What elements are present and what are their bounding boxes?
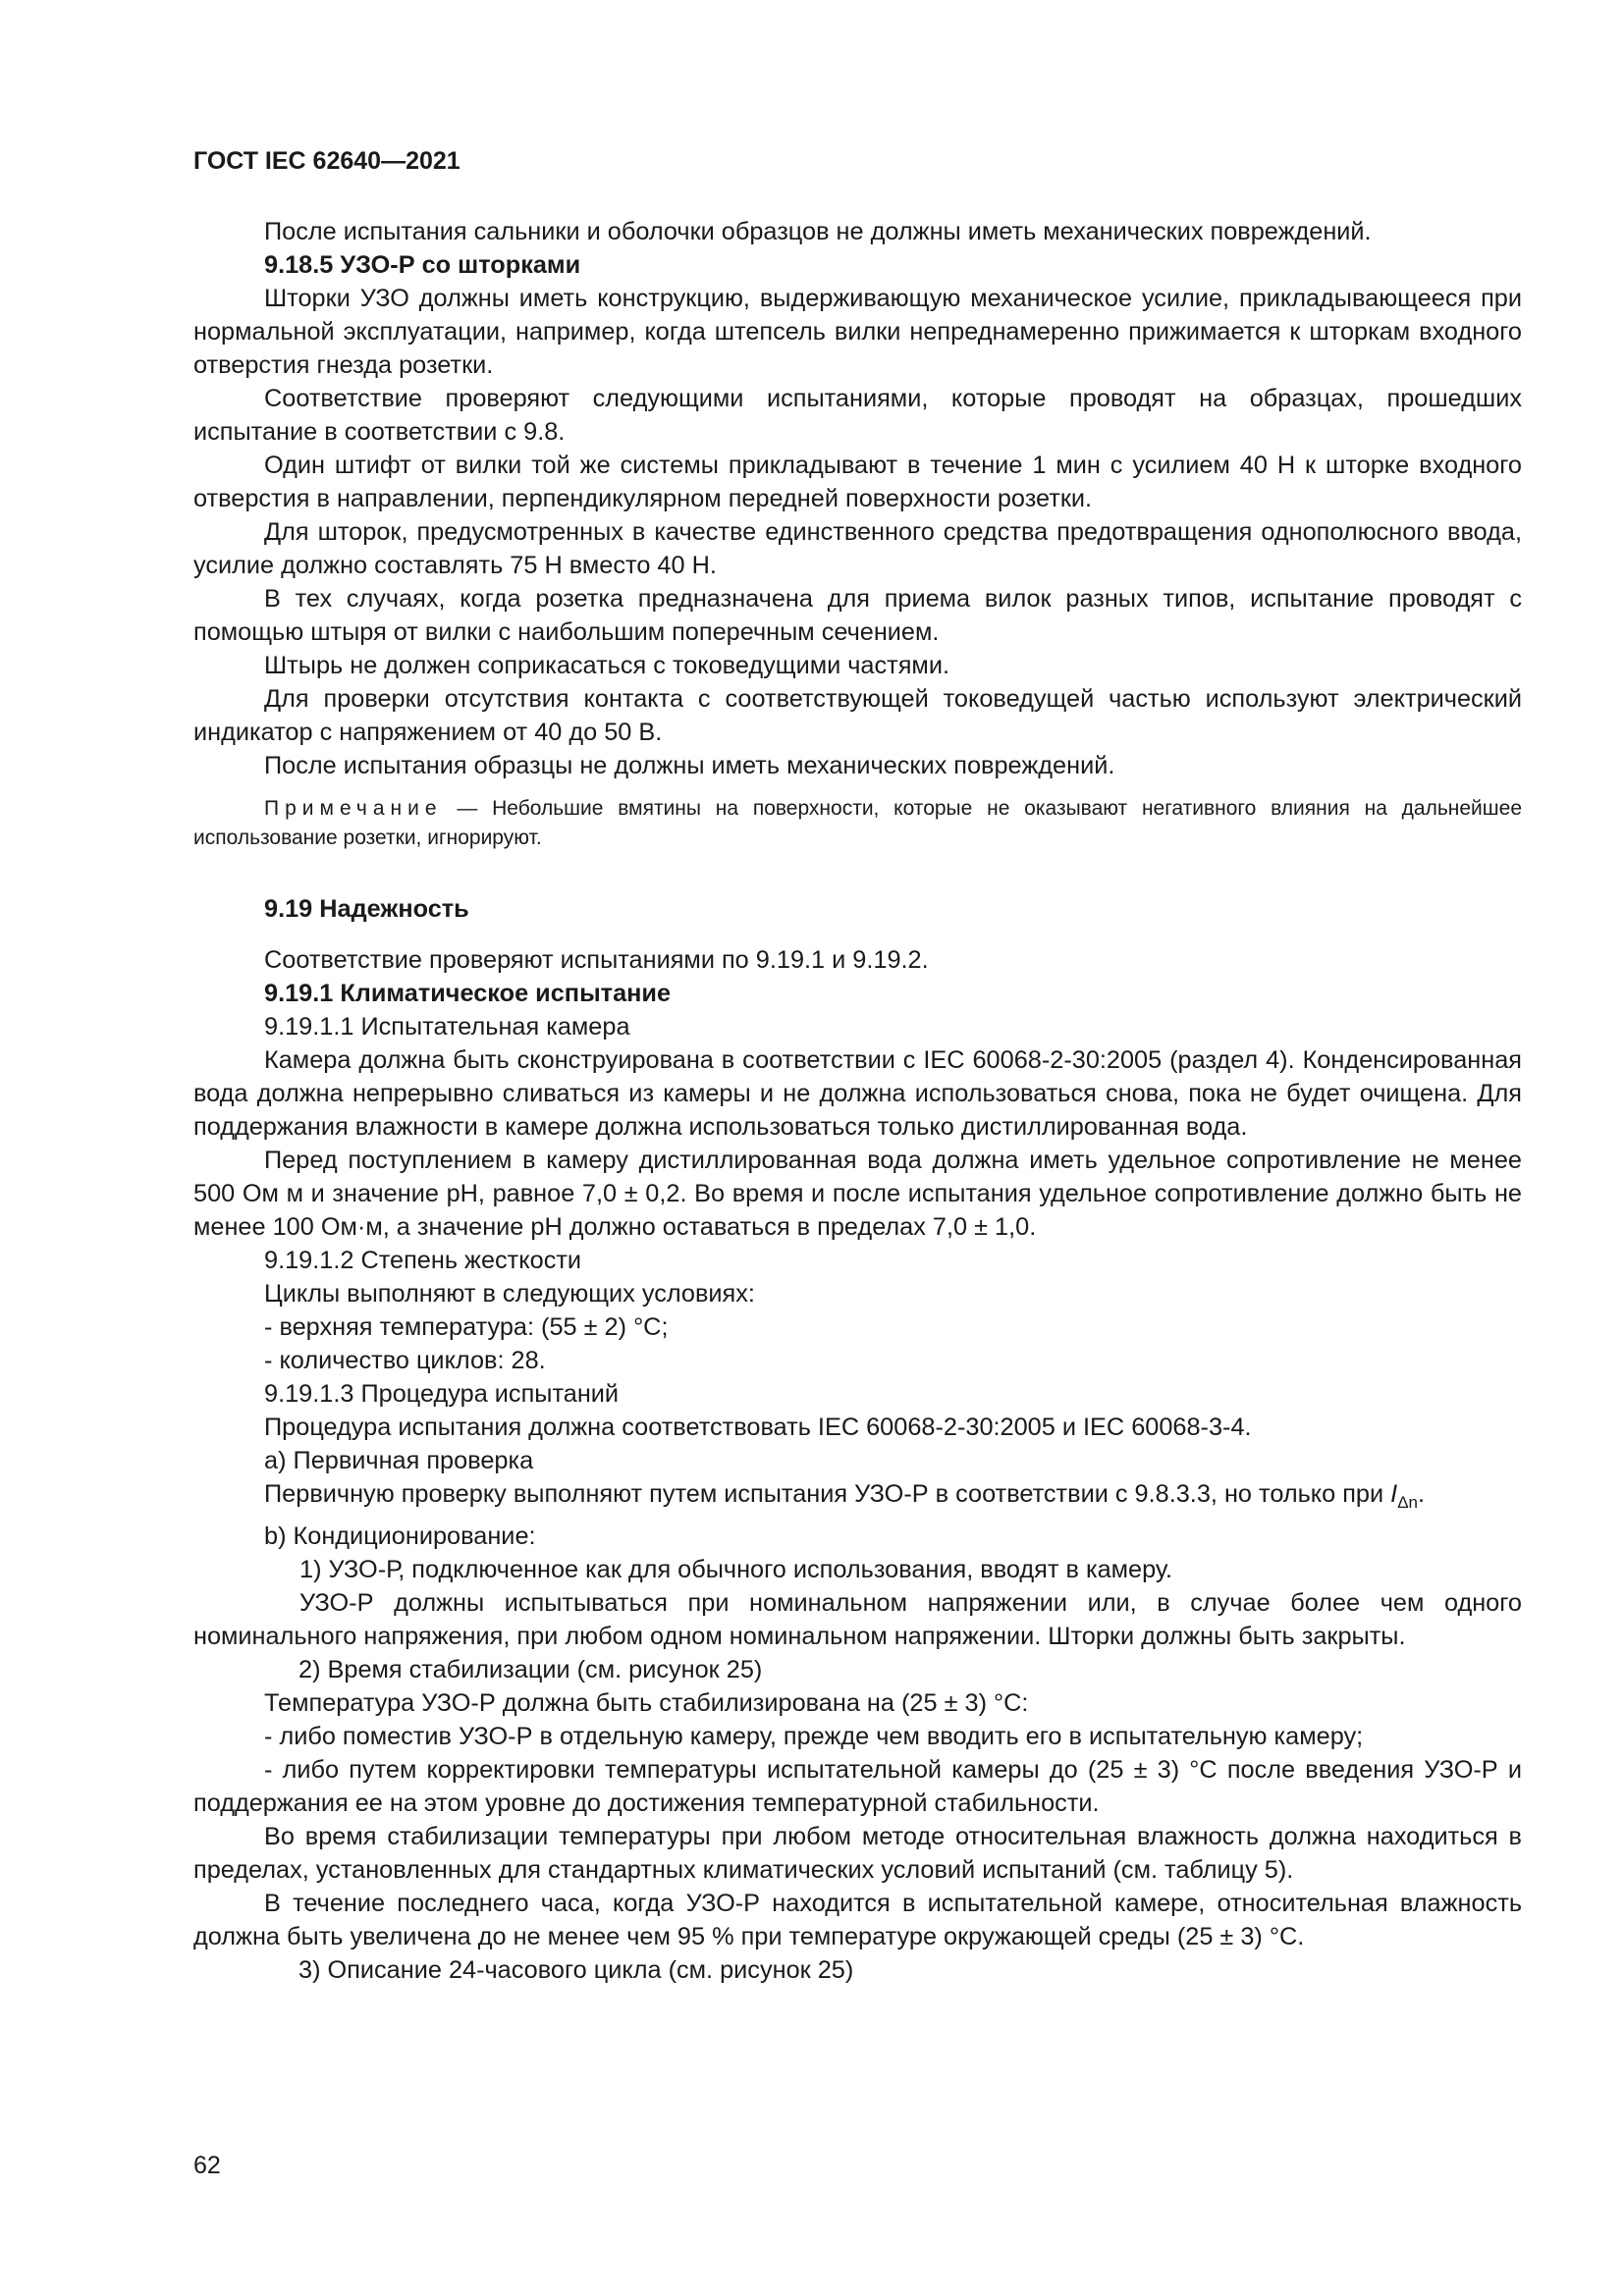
paragraph: 2) Время стабилизации (см. рисунок 25) [298,1656,763,1683]
note-label: Примечание [264,797,443,820]
paragraph: В течение последнего часа, когда УЗО-Р находится в испытательной камере, относительная влажность должна быть увеличена до не менее чем 95 % при температуре окружающей среды (25 ± 3) °С. [193,1890,1522,1950]
paragraph [193,1477,1522,1520]
paragraph: - либо путем корректировки температуры испытательной камеры до (25 ± 3) °С после введения УЗО-Р и поддержания ее на этом уровне до достижения температурной стабильности. [193,1756,1522,1817]
paragraph: УЗО-Р должны испытываться при номинальном напряжении или, в случае более чем одного номинального напряжения, при любом одном номинальном напряжении. Шторки должны быть закрыты. [193,1589,1522,1650]
paragraph-text: Первичную проверку выполняют путем испытания УЗО-Р в соответствии с 9.8.3.3, но только при [264,1480,1391,1508]
paragraph: Процедура испытания должна соответствовать IEC 60068-2-30:2005 и IEC 60068-3-4. [264,1414,1252,1441]
note [193,794,1522,853]
page-number: 62 [193,2152,221,2179]
section-heading: 9.19.1 Климатическое испытание [264,980,672,1007]
subscript: Δn [1397,1493,1418,1512]
paragraph: После испытания образцы не должны иметь механических повреждений. [264,752,1115,779]
paragraph: Соответствие проверяют следующими испытаниями, которые проводят на образцах, прошедших испытание в соответствии с 9.8. [193,385,1522,446]
list-item: - верхняя температура: (55 ± 2) °С; [264,1313,669,1341]
paragraph: Для шторок, предусмотренных в качестве единственного средства предотвращения однополюсного ввода, усилие должно составлять 75 Н вместо 40 Н. [193,518,1522,579]
paragraph: Температура УЗО-Р должна быть стабилизирована на (25 ± 3) °С: [264,1689,1029,1717]
variable: I [1390,1480,1398,1508]
document-body [193,215,1522,1987]
list-item: - либо поместив УЗО-Р в отдельную камеру, прежде чем вводить его в испытательную камеру; [264,1723,1364,1750]
paragraph: Один штифт от вилки той же системы прикладывают в течение 1 мин с усилием 40 Н к шторке входного отверстия в направлении, перпендикулярном передней поверхности розетки. [193,452,1522,512]
section-heading: 9.18.5 УЗО-Р со шторками [264,251,581,279]
paragraph-tail: . [1418,1480,1426,1508]
paragraph: Камера должна быть сконструирована в соответствии с IEC 60068-2-30:2005 (раздел 4). Конденсированная вода должна непрерывно сливаться из камеры и не должна использоваться снова, пока не будет очищена. Для поддержания влажности в камере должна использоваться только дистиллированная вода. [193,1046,1522,1141]
paragraph: b) Кондиционирование: [264,1522,536,1550]
note-text: — Небольшие вмятины на поверхности, которые не оказывают негативного влияния на дальнейшее использование розетки, игнорируют. [193,797,1522,849]
paragraph: Перед поступлением в камеру дистиллированная вода должна иметь удельное сопротивление не менее 500 Ом м и значение pH, равное 7,0 ± 0,2. Во время и после испытания удельное сопротивление должно быть не менее 100 Ом·м, а значение pH должно оставаться в пределах 7,0 ± 1,0. [193,1147,1522,1241]
paragraph: Циклы выполняют в следующих условиях: [264,1280,755,1308]
section-heading: 9.19 Надежность [264,895,469,923]
paragraph: 1) УЗО-Р, подключенное как для обычного использования, вводят в камеру. [299,1556,1173,1583]
paragraph: 3) Описание 24-часового цикла (см. рисунок 25) [298,1956,854,1984]
paragraph: В тех случаях, когда розетка предназначена для приема вилок разных типов, испытание проводят с помощью штыря от вилки с наибольшим поперечным сечением. [193,585,1522,646]
paragraph: 9.19.1.1 Испытательная камера [264,1013,630,1041]
list-item: - количество циклов: 28. [264,1347,546,1374]
paragraph: 9.19.1.3 Процедура испытаний [264,1380,620,1408]
paragraph: После испытания сальники и оболочки образцов не должны иметь механических повреждений. [264,218,1372,245]
paragraph: Соответствие проверяют испытаниями по 9.19.1 и 9.19.2. [264,946,929,974]
paragraph: Для проверки отсутствия контакта с соответствующей токоведущей частью используют электрический индикатор с напряжением от 40 до 50 В. [193,685,1522,746]
document-page [193,147,1522,1987]
document-header: ГОСТ IEC 62640—2021 [193,147,460,175]
paragraph: Штырь не должен соприкасаться с токоведущими частями. [264,652,949,679]
paragraph: 9.19.1.2 Степень жесткости [264,1247,582,1274]
paragraph: Шторки УЗО должны иметь конструкцию, выдерживающую механическое усилие, прикладывающееся при нормальной эксплуатации, например, когда штепсель вилки непреднамеренно прижимается к шторкам входного отверстия гнезда розетки. [193,285,1522,379]
paragraph: a) Первичная проверка [264,1447,534,1474]
paragraph: Во время стабилизации температуры при любом методе относительная влажность должна находиться в пределах, установленных для стандартных климатических условий испытаний (см. таблицу 5). [193,1823,1522,1884]
